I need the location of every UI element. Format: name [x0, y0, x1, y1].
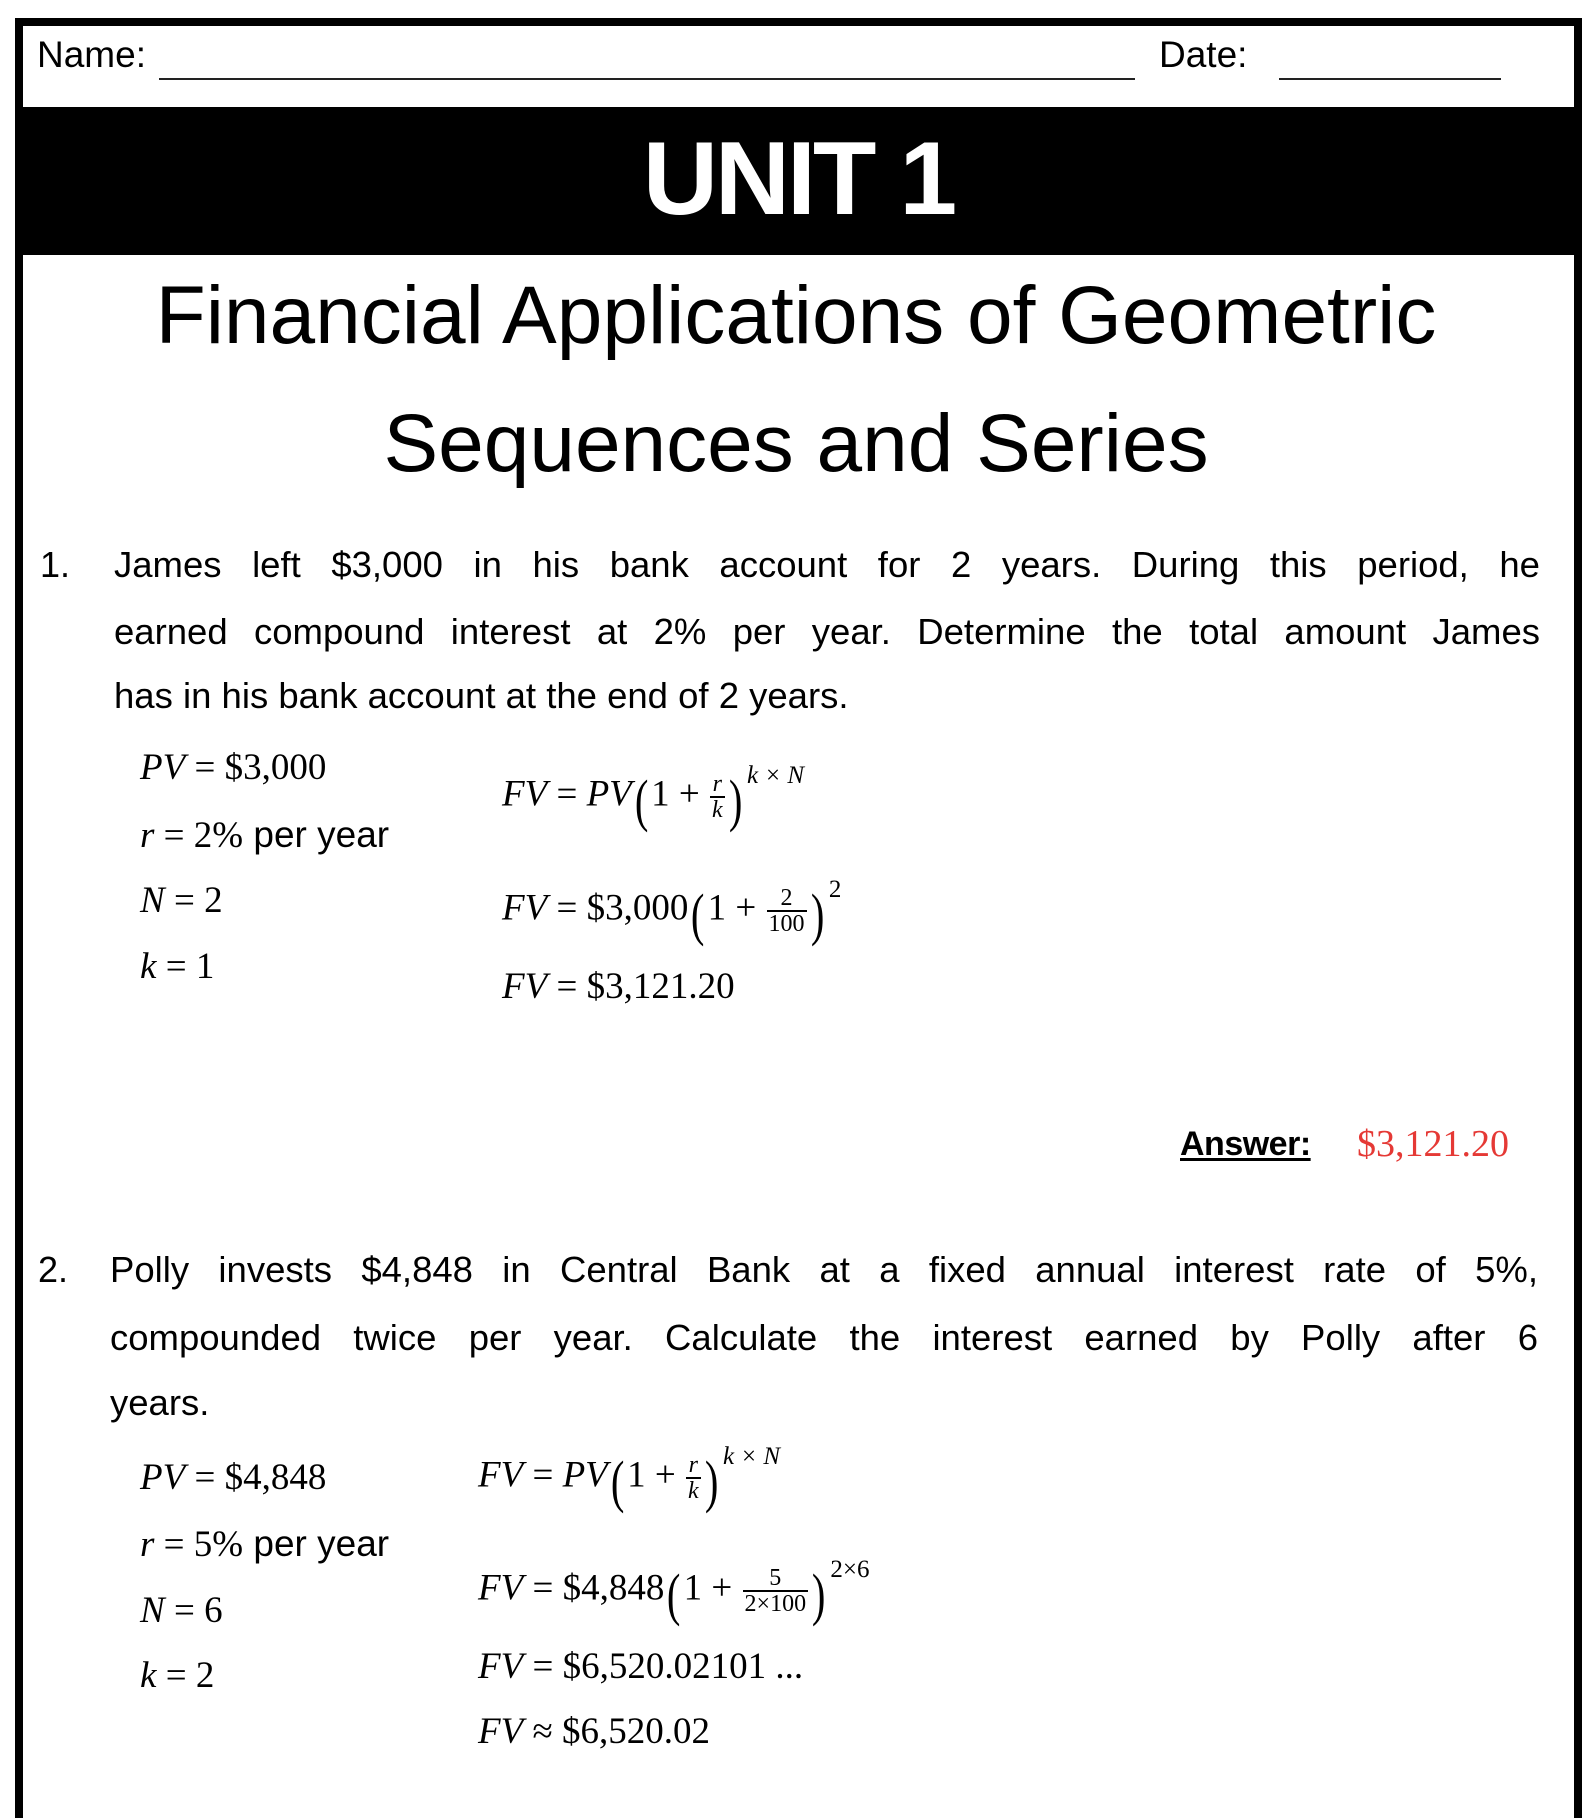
fraction — [710, 772, 725, 822]
problem-text-line: has in his bank account at the end of 2 years. — [114, 675, 849, 716]
name-label: Name: — [37, 34, 146, 75]
one-plus: 1 + — [651, 773, 709, 815]
one-plus: 1 + — [683, 1567, 742, 1609]
var: r — [140, 815, 155, 856]
value: 5% — [193, 1524, 244, 1565]
name-date-row — [23, 26, 1574, 106]
lhs: FV — [502, 887, 548, 929]
exponent: 2 — [828, 876, 842, 903]
denominator: k — [687, 1478, 699, 1504]
lhs: FV — [478, 1454, 524, 1496]
unit-banner — [23, 107, 1574, 255]
fraction — [686, 1453, 701, 1503]
numerator: 2 — [767, 886, 807, 912]
equals: = — [547, 966, 587, 1007]
fraction — [767, 886, 807, 936]
value: $3,000 — [224, 747, 327, 788]
unit: per year — [243, 1523, 390, 1564]
var: k — [140, 946, 157, 987]
given-k — [140, 945, 214, 989]
lhs: FV — [478, 1567, 524, 1609]
formula-result-rounded — [478, 1710, 710, 1754]
given-pv — [140, 746, 326, 790]
pv: PV — [586, 773, 632, 815]
value: 2 — [204, 880, 223, 921]
given-pv — [140, 1456, 326, 1500]
equals: = — [185, 747, 225, 788]
date-label: Date: — [1159, 34, 1248, 75]
given-n — [140, 1589, 223, 1633]
equals: = — [547, 887, 587, 929]
formula-substituted — [478, 1556, 870, 1627]
left-paren: ( — [610, 1449, 625, 1514]
equals: = — [164, 1590, 205, 1631]
answer-value: $3,121.20 — [1357, 1123, 1509, 1165]
right-paren: ) — [728, 768, 743, 833]
pv: PV — [562, 1454, 608, 1496]
unit-title: UNIT 1 — [642, 121, 955, 237]
formula-result-exact — [478, 1645, 803, 1689]
page-title-line-2: Sequences and Series — [383, 398, 1209, 489]
lhs: FV — [502, 773, 548, 815]
value: 1 — [195, 946, 215, 987]
right-paren: ) — [811, 1562, 826, 1627]
equals: = — [154, 815, 194, 856]
equals: = — [154, 1524, 194, 1565]
numerator: r — [710, 772, 725, 798]
var: N — [140, 880, 165, 921]
equals: = — [185, 1457, 225, 1498]
name-field[interactable] — [159, 78, 1135, 80]
var: r — [140, 1524, 155, 1565]
approx-equals: ≈ — [523, 1711, 563, 1752]
unit: per year — [243, 814, 390, 855]
exponent: 2×6 — [830, 1556, 870, 1583]
given-k — [140, 1654, 214, 1698]
denominator: 100 — [768, 911, 805, 937]
problem-text-line: years. — [110, 1382, 210, 1423]
one-plus: 1 + — [627, 1454, 685, 1496]
problem-text-line: Polly invests $4,848 in Central Bank at a fixed annual interest rate of 5%, — [110, 1249, 1538, 1290]
formula-general — [478, 1443, 781, 1514]
denominator: k — [711, 797, 723, 823]
formula-substituted — [502, 876, 842, 947]
given-r — [140, 1522, 389, 1567]
value: 6 — [204, 1590, 223, 1631]
value: $6,520.02101 ... — [562, 1646, 804, 1687]
equals: = — [547, 773, 587, 815]
formula-result — [502, 965, 735, 1009]
answer-label: Answer: — [1180, 1125, 1311, 1163]
one-plus: 1 + — [707, 887, 766, 929]
var: PV — [140, 747, 186, 788]
date-field[interactable] — [1279, 78, 1501, 80]
value: 2% — [193, 815, 244, 856]
problem-text-line: earned compound interest at 2% per year. Determine the total amount James — [114, 611, 1540, 652]
denominator: 2×100 — [744, 1591, 807, 1617]
equals: = — [164, 880, 205, 921]
problem-number: 2. — [38, 1249, 69, 1290]
equals: = — [156, 946, 196, 987]
numerator: 5 — [743, 1566, 809, 1592]
numerator: r — [686, 1453, 701, 1479]
left-paren: ( — [634, 768, 649, 833]
page-title-line-1: Financial Applications of Geometric — [155, 270, 1437, 361]
var: PV — [140, 1457, 186, 1498]
left-paren: ( — [691, 882, 705, 947]
equals: = — [523, 1454, 563, 1496]
left-paren: ( — [667, 1562, 681, 1627]
exponent: k × N — [746, 762, 805, 789]
var: N — [140, 1590, 165, 1631]
lhs: FV — [502, 966, 548, 1007]
problem-text-line: compounded twice per year. Calculate the interest earned by Polly after 6 — [110, 1317, 1538, 1358]
given-n — [140, 879, 223, 923]
problem-text-line: James left $3,000 in his bank account for 2 years. During this period, he — [114, 544, 1540, 585]
right-paren: ) — [810, 882, 824, 947]
value: 2 — [195, 1655, 215, 1696]
equals: = — [523, 1567, 563, 1609]
equals: = — [156, 1655, 196, 1696]
formula-general — [502, 762, 805, 833]
given-r — [140, 813, 389, 858]
right-paren: ) — [704, 1449, 719, 1514]
var: k — [140, 1655, 157, 1696]
lhs: FV — [478, 1711, 524, 1752]
lhs: FV — [478, 1646, 524, 1687]
value: $4,848 — [224, 1457, 327, 1498]
value: $3,121.20 — [586, 966, 735, 1007]
problem-number: 1. — [40, 544, 71, 585]
value: $6,520.02 — [562, 1711, 711, 1752]
pv: $3,000 — [586, 887, 689, 929]
pv: $4,848 — [562, 1567, 665, 1609]
fraction — [743, 1566, 809, 1616]
exponent: k × N — [722, 1443, 781, 1470]
equals: = — [523, 1646, 563, 1687]
